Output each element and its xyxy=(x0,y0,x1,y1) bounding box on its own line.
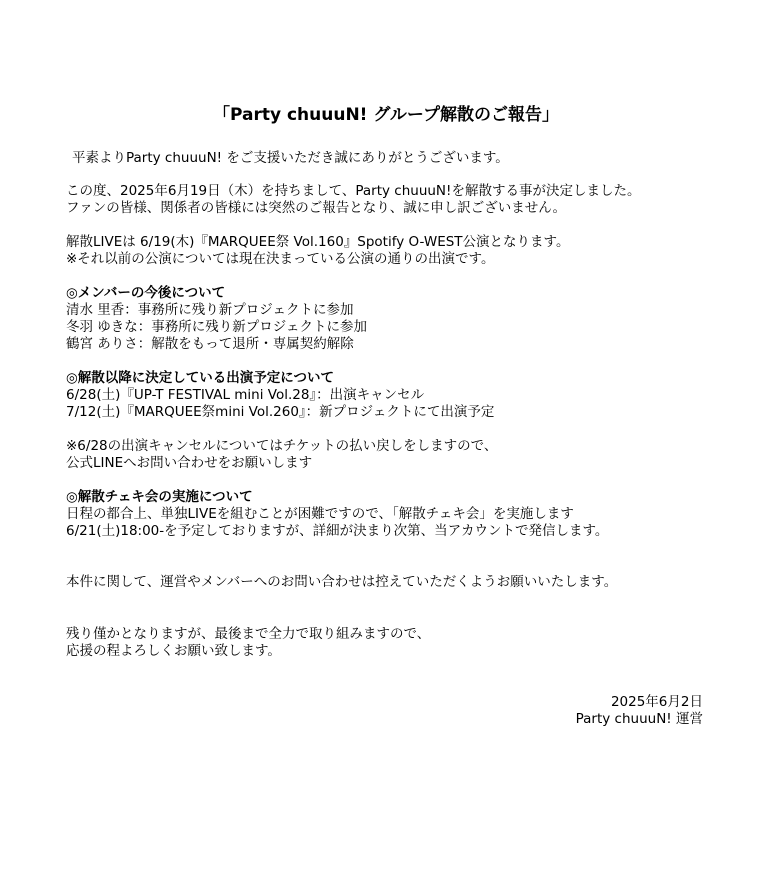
final-live-line-1: 解散LIVEは 6/19(木)『MARQUEE祭 Vol.160』Spotify O-WEST公演となります。 xyxy=(66,234,570,250)
closing-line-2: 応援の程よろしくお願い致します。 xyxy=(66,643,281,659)
signature-org: Party chuuuN! 運営 xyxy=(575,711,703,727)
closing-line-1: 残り僅かとなりますが、最後まで全力で取り組みますので、 xyxy=(66,626,431,642)
schedule-note: 公式LINEへお問い合わせをお願いします xyxy=(66,455,313,471)
announcement-line-1: この度、2025年6月19日（木）を持ちまして、Party chuuuN!を解散する事が決定しました。 xyxy=(66,183,641,199)
inquiry-text: 本件に関して、運営やメンバーへのお問い合わせは控えていただくようお願いいたします。 xyxy=(66,574,618,590)
schedule-heading: ◎解散以降に決定している出演予定について xyxy=(66,370,335,386)
cheki-item: 6/21(土)18:00-を予定しておりますが、詳細が決まり次第、当アカウントで発信します。 xyxy=(66,523,609,539)
member-item: 冬羽 ゆきな：事務所に残り新プロジェクトに参加 xyxy=(66,319,368,335)
announcement-line-2: ファンの皆様、関係者の皆様には突然のご報告となり、誠に申し訳ございません。 xyxy=(66,200,567,216)
members-heading: ◎メンバーの今後について xyxy=(66,285,226,301)
schedule-note: ※6/28の出演キャンセルについてはチケットの払い戻しをしますので、 xyxy=(66,438,498,454)
schedule-item: 6/28(土)『UP-T FESTIVAL mini Vol.28』：出演キャンセル xyxy=(66,387,425,403)
member-item: 清水 里香：事務所に残り新プロジェクトに参加 xyxy=(66,302,354,318)
cheki-item: 日程の都合上、単独LIVEを組むことが困難ですので、「解散チェキ会」を実施します xyxy=(66,506,574,522)
final-live-line-2: ※それ以前の公演については現在決まっている公演の通りの出演です。 xyxy=(66,251,495,267)
page-title: 「Party chuuuN! グループ解散のご報告」 xyxy=(212,105,559,125)
member-item: 鶴宮 ありさ：解散をもって退所・専属契約解除 xyxy=(66,336,354,352)
schedule-item: 7/12(土)『MARQUEE祭mini Vol.260』：新プロジェクトにて出演予定 xyxy=(66,404,495,420)
greeting-text: 平素よりParty chuuuN! をご支援いただき誠にありがとうございます。 xyxy=(72,150,509,166)
signature-date: 2025年6月2日 xyxy=(610,694,703,710)
cheki-heading: ◎解散チェキ会の実施について xyxy=(66,489,253,505)
